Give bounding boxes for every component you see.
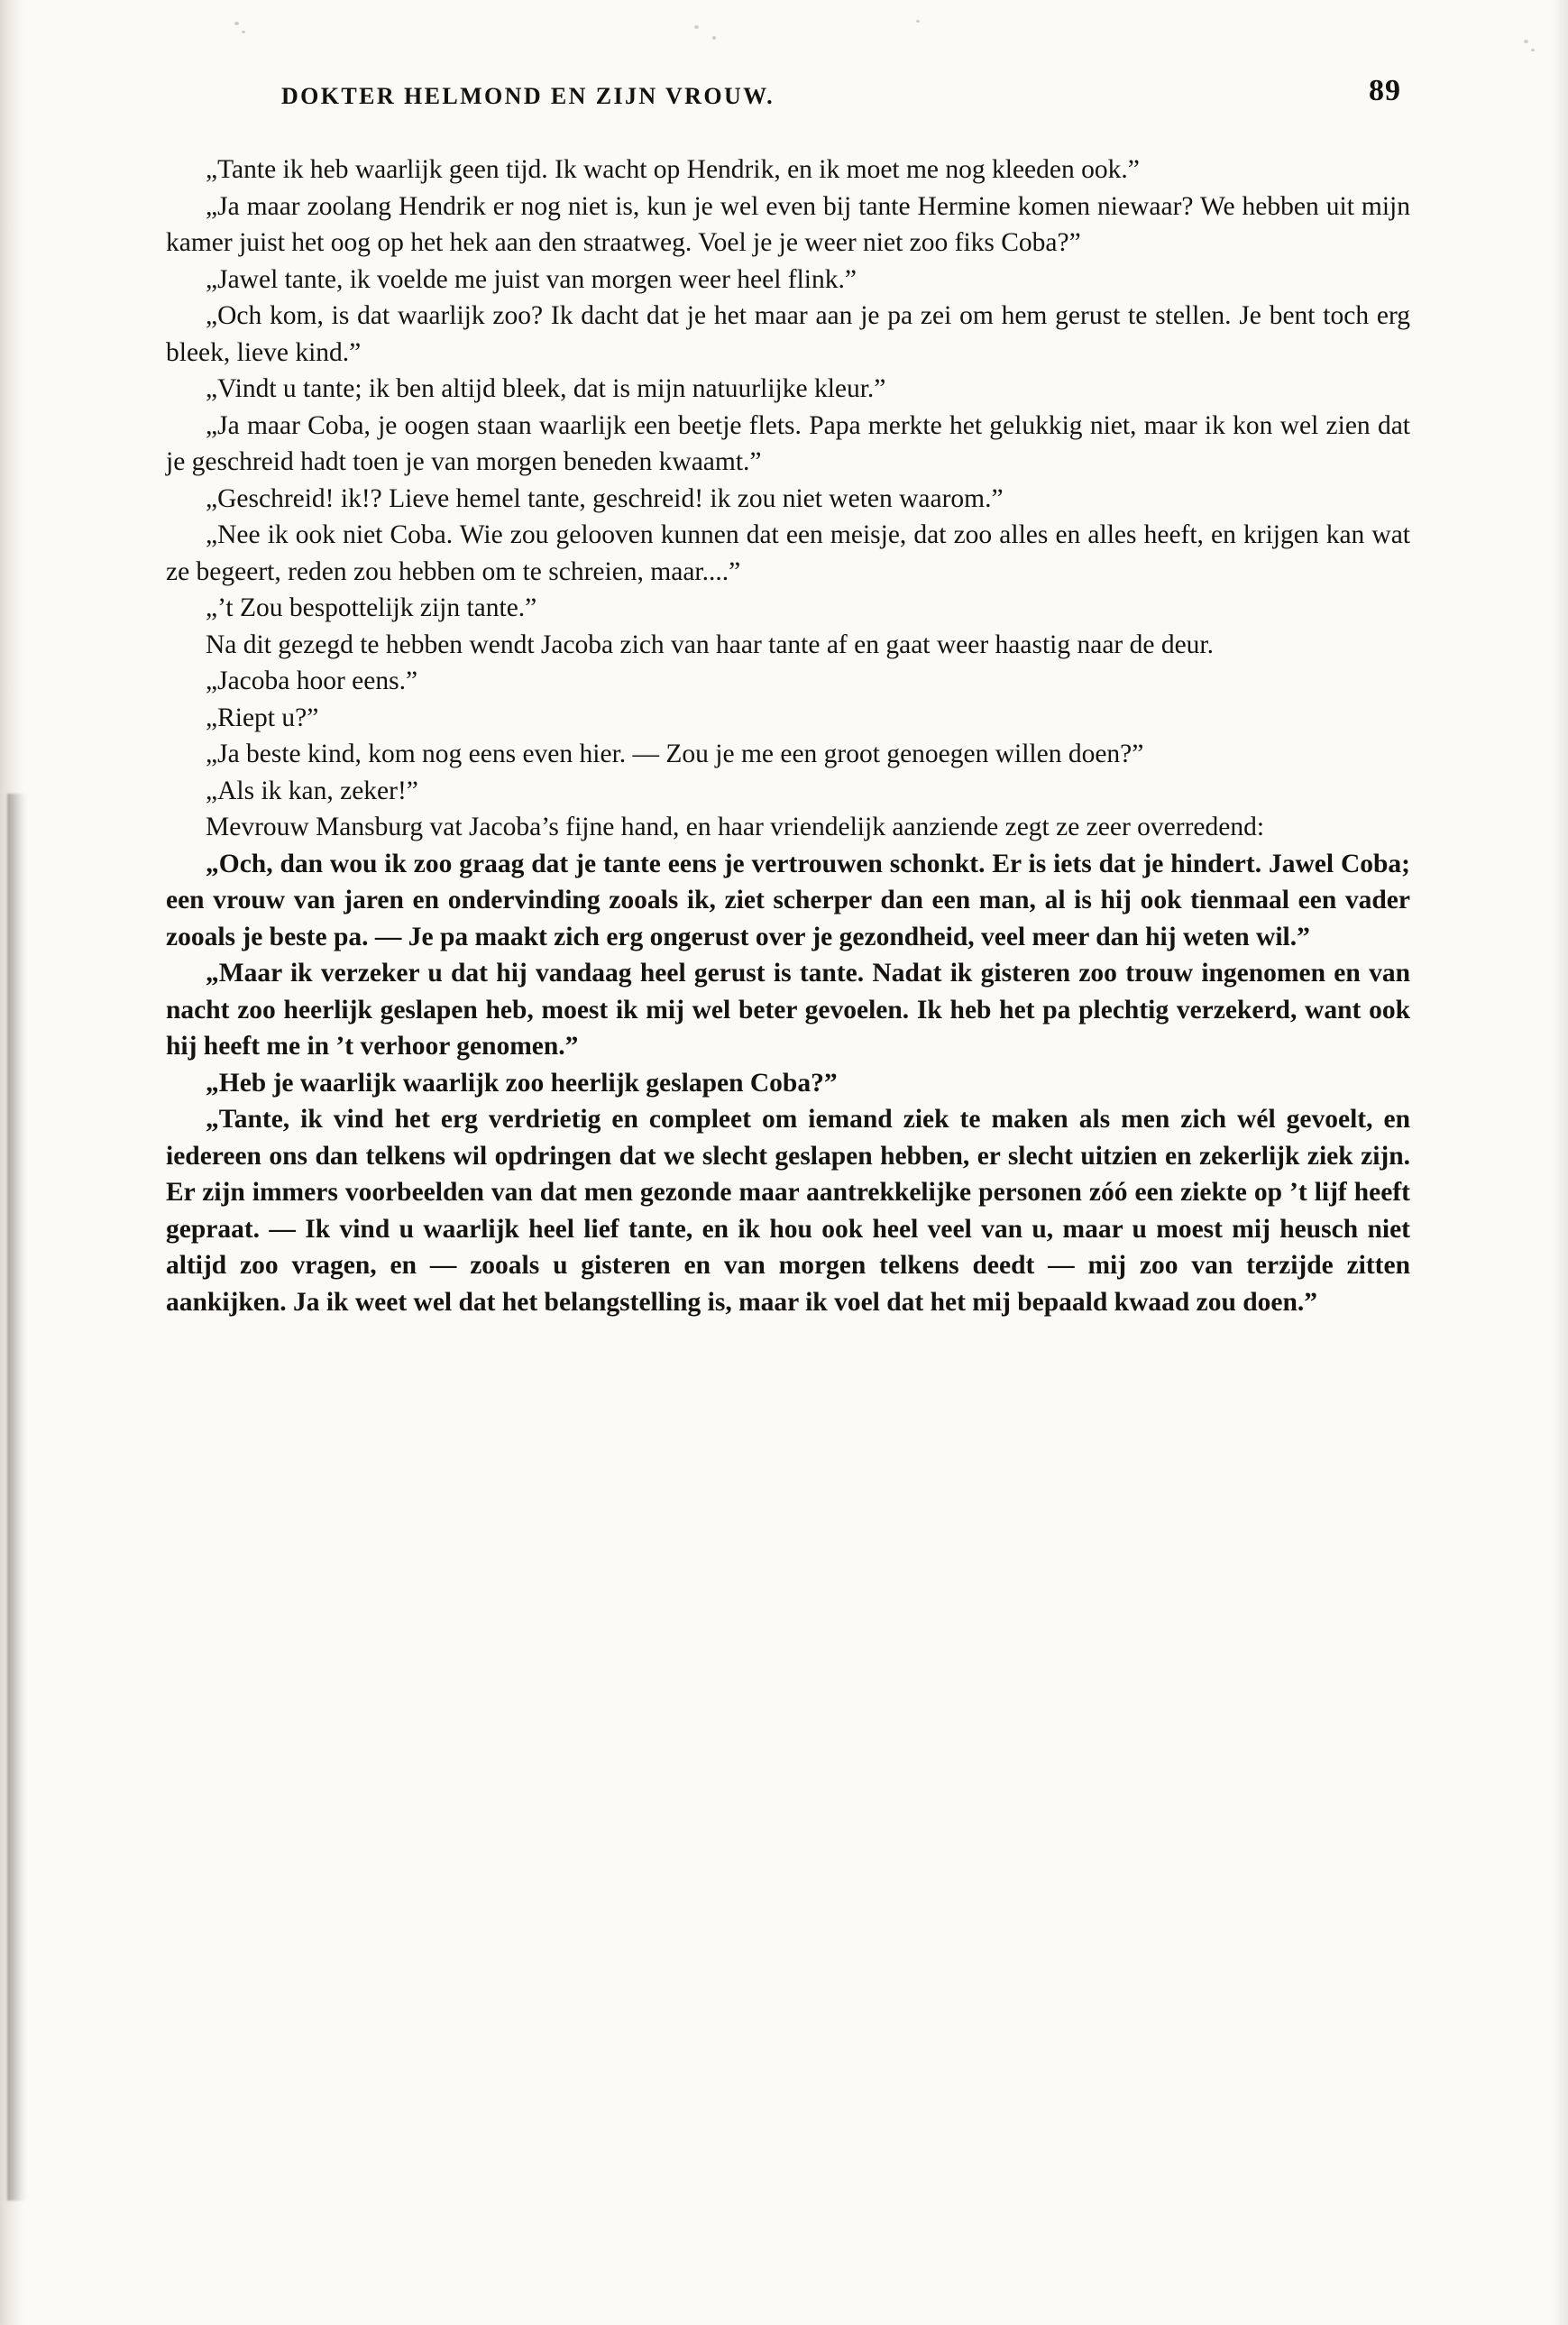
- paragraph: „Jacoba hoor eens.”: [206, 666, 418, 695]
- paragraph: „Jawel tante, ik voelde me juist van morgen weer heel flink.”: [206, 264, 857, 294]
- running-title: DOKTER HELMOND EN ZIJN VROUW.: [281, 83, 775, 109]
- paragraph: „Heb je waarlijk waarlijk zoo heerlijk geslapen Coba?”: [206, 1068, 838, 1098]
- paragraph: „Geschreid! ik!? Lieve hemel tante, geschreid! ik zou niet weten waarom.”: [206, 483, 1004, 513]
- paragraph: „Ja maar Coba, je oogen staan waarlijk een beetje flets. Papa merkte het gelukkig niet, maar ik kon wel zien dat je geschreid hadt toen je van morgen beneden kwaamt.”: [166, 410, 1410, 476]
- paragraph: „’t Zou bespottelijk zijn tante.”: [206, 593, 537, 622]
- paragraph: „Nee ik ook niet Coba. Wie zou gelooven kunnen dat een meisje, dat zoo alles en alles heeft, en krijgen kan wat ze begeert, reden zou hebben om te schreien, maar....”: [166, 520, 1410, 586]
- paragraph: „Riept u?”: [206, 703, 319, 732]
- paragraph: „Tante, ik vind het erg verdrietig en compleet om iemand ziek te maken als men zich wél gevoelt, en iedereen ons dan telkens wil opdringen dat we slecht geslapen hebben, er slecht uitzien en zekerlijk ziek zijn. Er zijn immers voorbeelden van dat men gezonde maar aantrekkelijke personen zóó een ziekte op ’t lijf heeft gepraat. — Ik vind u waarlijk heel lief tante, en ik hou ook heel veel van u, maar u moest mij heusch niet altijd zoo vragen, en — zooals u gisteren en van morgen telkens deedt — mij zoo van terzijde zitten aankijken. Ja ik weet wel dat het belangstelling is, maar ik voel dat het mij bepaald kwaad zou doen.”: [166, 1105, 1410, 1317]
- paragraph: „Ja beste kind, kom nog eens even hier. — Zou je me een groot genoegen willen doen?”: [206, 740, 1144, 768]
- paragraph: „Och, dan wou ik zoo graag dat je tante eens je vertrouwen schonkt. Er is iets dat je hindert. Jawel Coba; een vrouw van jaren en ondervinding zooals ik, ziet scherper dan een man, al is hij ook tienmaal een vader zooals je beste pa. — Je pa maakt zich erg ongerust over je gezondheid, veel meer dan hij weten wil.”: [166, 849, 1410, 951]
- paragraph: „Tante ik heb waarlijk geen tijd. Ik wacht op Hendrik, en ik moet me nog kleeden ook.”: [206, 155, 1140, 184]
- paragraph: „Ja maar zoolang Hendrik er nog niet is, kun je wel even bij tante Hermine komen niewaar? We hebben uit mijn kamer juist het oog op het hek aan den straatweg. Voel je je weer niet zoo fiks Coba?”: [166, 191, 1410, 257]
- scan-specks: [0, 16, 1568, 52]
- page-number: 89: [1369, 74, 1401, 107]
- paragraph: „Och kom, is dat waarlijk zoo? Ik dacht dat je het maar aan je pa zei om hem gerust te stellen. Je bent toch erg bleek, lieve kind.”: [166, 301, 1410, 367]
- paragraph: „Als ik kan, zeker!”: [206, 776, 418, 805]
- paragraph: Mevrouw Mansburg vat Jacoba’s fijne hand, en haar vriendelijk aanziende zegt ze zeer overredend:: [206, 813, 1265, 841]
- body-text: [166, 152, 1410, 1320]
- page-gutter-shadow: [7, 794, 27, 2201]
- paragraph: „Maar ik verzeker u dat hij vandaag heel gerust is tante. Nadat ik gisteren zoo trouw ingenomen en van nacht zoo heerlijk geslapen heb, moest ik mij wel beter gevoelen. Ik heb het pa plechtig verzekerd, want ook hij heeft me in ’t verhoor genomen.”: [166, 959, 1410, 1061]
- paragraph: Na dit gezegd te hebben wendt Jacoba zich van haar tante af en gaat weer haastig naar de deur.: [206, 629, 1215, 659]
- running-head: [166, 74, 1410, 112]
- paragraph: „Vindt u tante; ik ben altijd bleek, dat is mijn natuurlijke kleur.”: [206, 374, 886, 403]
- page-content: [166, 74, 1410, 1320]
